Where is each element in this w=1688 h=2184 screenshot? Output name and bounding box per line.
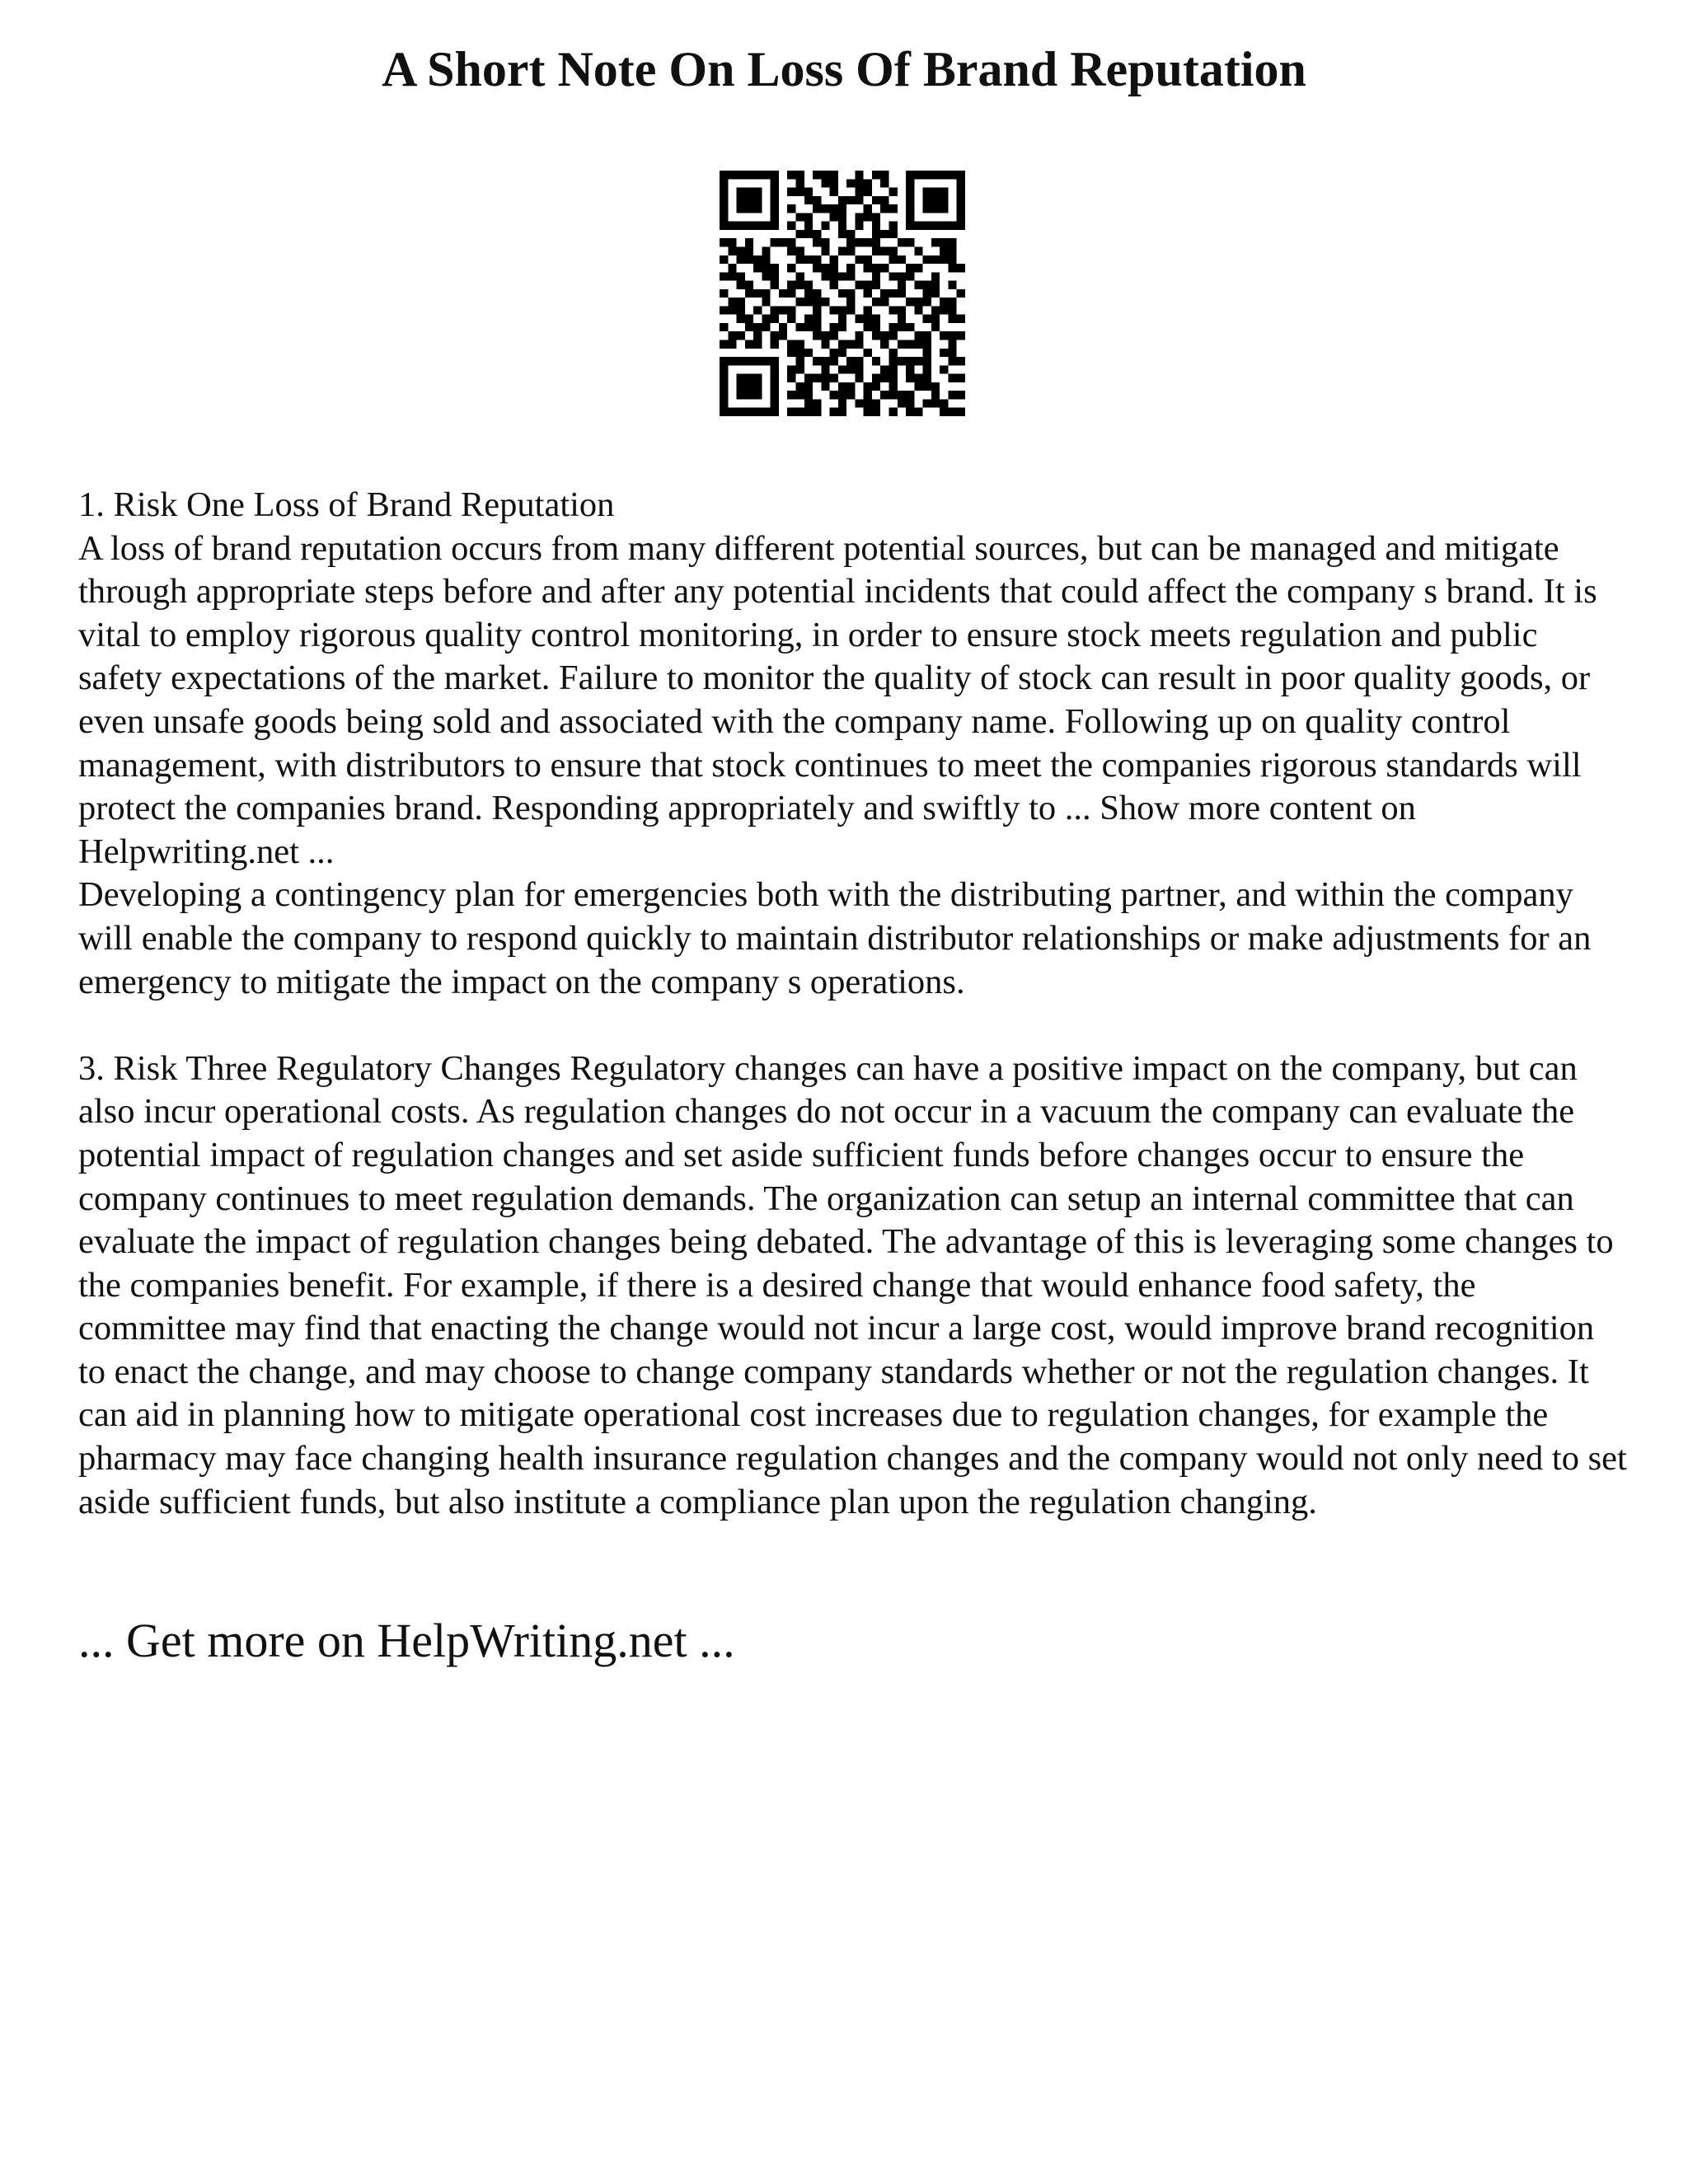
paragraph: 3. Risk Three Regulatory Changes Regulatory changes can have a positive impact on the company, but can also incur operational costs. As regulation changes do not occur in a vacuum the company can evaluate the potential impact of regulation changes and set aside sufficient funds before changes occur to ensure the company continues to meet regulation demands. The organization can setup an internal committee that can evaluate the impact of regulation changes being debated. The advantage of this is leveraging some changes to the companies benefit. For example, if there is a desired change that would enhance food safety, the committee may find that enacting the change would not incur a large cost, would improve brand recognition to enact the change, and may choose to change company standards whether or not the regulation changes. It can aid in planning how to mitigate operational cost increases due to regulation changes, for example the pharmacy may face changing health insurance regulation changes and the company would not only need to set aside sufficient funds, but also institute a compliance plan upon the regulation changing. [78,1048,1627,1521]
article-body [78,484,1628,1524]
page-title: A Short Note On Loss Of Brand Reputation [382,42,1306,96]
paragraph-gap [78,1004,1628,1047]
paragraph: Developing a contingency plan for emergencies both with the distributing partner, and within the company will enable the company to respond quickly to maintain distributor relationships or make adjustments for an emergency to mitigate the impact on the company s operations. [78,875,1592,1001]
qr-code-icon [720,171,965,416]
get-more-link[interactable]: ... Get more on HelpWriting.net ... [78,1614,735,1667]
paragraph: A loss of brand reputation occurs from many different potential sources, but can be managed and mitigate through appropriate steps before and after any potential incidents that could affect the company s brand. It is vital to employ rigorous quality control monitoring, in order to ensure stock meets regulation and public safety expectations of the market. Failure to monitor the quality of stock can result in poor quality goods, or even unsafe goods being sold and associated with the company name. Following up on quality control management, with distributors to ensure that stock continues to meet the companies rigorous standards will protect the companies brand. Responding appropriately and swiftly to ... Show more content on Helpwriting.net ... [78,528,1597,871]
section-heading: 1. Risk One Loss of Brand Reputation [78,485,615,524]
